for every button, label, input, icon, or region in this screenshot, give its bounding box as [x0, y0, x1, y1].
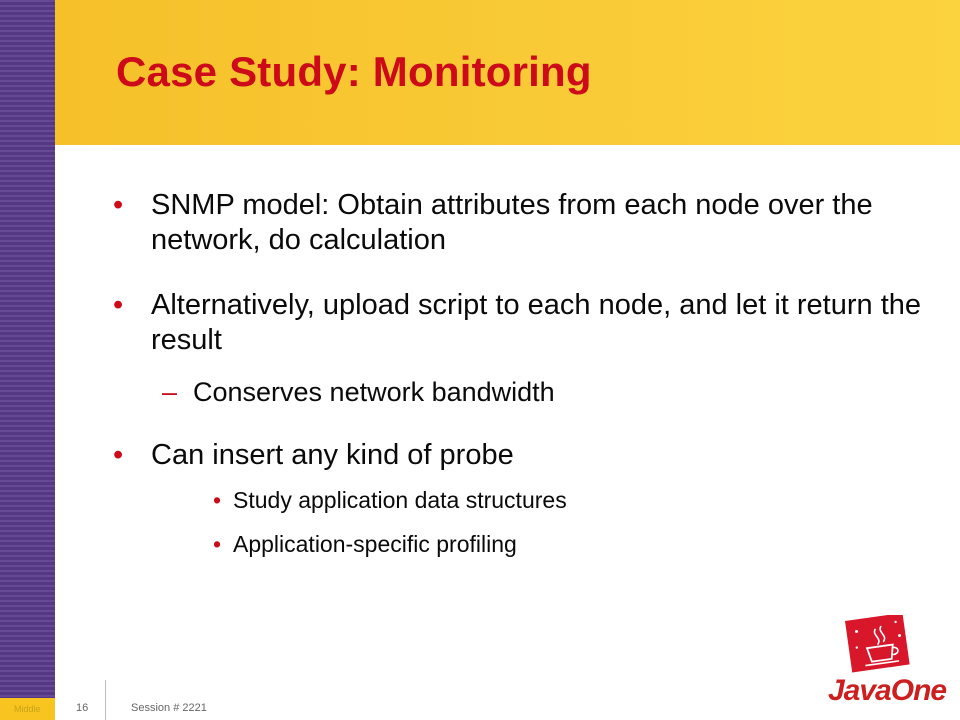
bullet-text: Can insert any kind of probe	[151, 439, 514, 471]
sub-sub-bullet-item	[113, 485, 933, 515]
footer-label: Middle	[14, 704, 41, 714]
sub-sub-bullet-text: Application-specific profiling	[233, 531, 517, 557]
slide-content	[113, 188, 933, 559]
bullet-text: Alternatively, upload script to each node, and let it return the result	[151, 289, 922, 356]
footer-divider	[105, 680, 106, 720]
bullet-icon: •	[213, 531, 222, 557]
page-number: 16	[76, 702, 89, 714]
bullet-icon: •	[113, 289, 124, 321]
sub-sub-bullet-item	[113, 529, 933, 559]
session-number: Session # 2221	[131, 702, 207, 714]
sub-bullet-text: Conserves network bandwidth	[193, 377, 555, 407]
bullet-icon: •	[113, 189, 124, 221]
bullet-text: SNMP model: Obtain attributes from each node over the network, do calculation	[151, 189, 873, 256]
javaone-logo-text: JavaOne	[828, 674, 947, 707]
sub-bullet-item	[113, 376, 933, 408]
bullet-icon: •	[213, 487, 222, 513]
dash-icon: –	[162, 377, 178, 407]
bullet-item	[113, 288, 933, 358]
bullet-icon: •	[113, 439, 124, 471]
bullet-item	[113, 188, 933, 258]
sub-sub-bullet-text: Study application data structures	[233, 487, 567, 513]
bullet-item	[113, 438, 933, 473]
slide-title: Case Study: Monitoring	[116, 48, 592, 95]
left-decorative-bar	[0, 0, 55, 720]
